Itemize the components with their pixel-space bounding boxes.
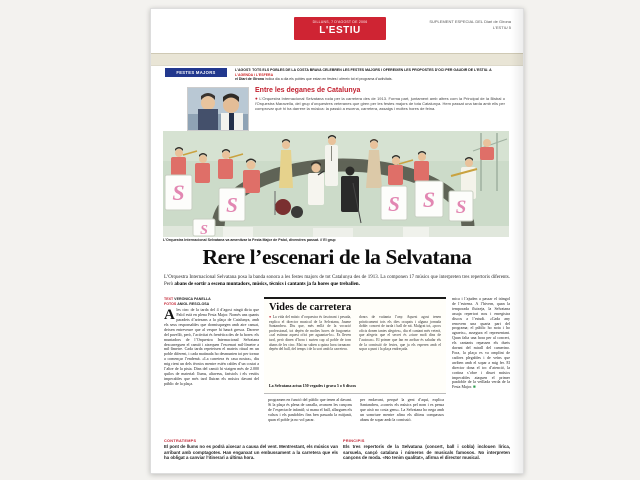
- byline-text-label: TEXT: [164, 297, 174, 301]
- strip-line1: L'AGOST: TOTS ELS POBLES DE LA COSTA BRAVA CELEBREN LES FESTES MAJORS I OFEREIXEN LES PROPOSTES D'OCI PER GAUDIR DE L'ESTIU. A: [235, 68, 492, 72]
- feature-box-title: Vides de carretera: [269, 302, 352, 313]
- section-label: FESTES MAJORS: [165, 68, 227, 77]
- orchestra-photo-image: [163, 131, 509, 237]
- strip-line1-highlight: L'AGENDA i L'ESFERA: [235, 72, 274, 77]
- feature-box-col2: doncs de vuitanta l’any. Aquest agost tenen pràcticament tots els dies ocupats i alguna jornada doble: concert de tarda i ball de nit. Malgrat tot, «pocs oficis donen tantes alegries», diu el cantant més veterà, que afegeix que el secret és «riure molt dins de l’autocar». El primer que fan en arribar és saludar els de la comissió de festes, que ja els esperen amb el sopar a punt i la plaça endreçada.: [359, 315, 441, 352]
- article-below-box-col2: per endavant, perquè la gent d’aquí, explica Santandreu, «coneix els músics pel nom i es pensa que això no costa gens». La Selvatana ho nega amb un somriure mentre afina els últims compassos abans de sopar amb la comissió.: [360, 398, 444, 422]
- monogram-s: S: [200, 223, 208, 237]
- summary-principis: [343, 439, 510, 461]
- photo-caption: L'Orquestra Internacional Selvatana va amenitzar la Festa Major de Palol, divendres passat. // El grup: [163, 238, 336, 242]
- supplement-line: SUPLEMENT ESPECIAL DEL Diari de Girona: [429, 19, 511, 24]
- article-body: [151, 297, 523, 433]
- byline-photos-label: FOTOS: [164, 301, 177, 306]
- monogram-s: S: [172, 180, 185, 205]
- headline: Rere l’escenari de la Selvatana: [202, 245, 472, 269]
- masthead-title: L'ESTIU: [319, 24, 361, 36]
- monogram-s: S: [226, 193, 238, 217]
- kicker-title: Entre les deganes de Catalunya: [255, 87, 361, 94]
- monogram-s: S: [422, 187, 436, 212]
- deck-bold: abans de sortir a escena muntadors, músics, tècnics i cantants ja fa hores que treballen.: [174, 281, 360, 287]
- kicker-photo: [187, 87, 249, 131]
- feature-box-col1-text: La vida del músic d’orquestra és fascinant i pesada, explica el director musical de la Selvatana, Jaume Santandreu. Diu que, més enllà de la vocació professional, tot depèn de moltes hores de furgoneta: «cal estimar aquest ofici per aguantar-lo». Es lleven tard, però dinen d’hora i surten cap al poble de torn abans de les cinc. Mai no saben a quina hora tornaran: depèn del ball, del temps i de la sort amb la carretera.: [269, 315, 351, 352]
- monogram-s: S: [388, 192, 400, 216]
- kicker-photo-image: [188, 88, 248, 130]
- deck: [164, 275, 510, 288]
- newspaper-page: [150, 8, 524, 474]
- summary-label: PRINCIPIS: [343, 439, 365, 443]
- strip-line2-rest: indica dia a dia els pobles que estan en festes i ofereix tot el programa d'activitats.: [263, 77, 393, 82]
- article-end-mark: ■: [473, 384, 476, 390]
- byline-author: VERÒNICA PANELLA: [173, 297, 211, 301]
- summary-text: El pont de llums no es podrà aixecar a causa del vent. Mentrestant, els músics van arribant amb comptagotes. Han enganxat un embussament a la carretera que els ha obligat a canviar l’itinerari a última hora.: [164, 444, 338, 461]
- byline: [164, 297, 259, 306]
- orchestra-photo: [163, 131, 509, 237]
- deck-normal: L’Orquestra Internacional Selvatana posa la banda sonora a les festes majors de tot Catalunya des de 1913. La componen 17 músics que interpreten tres repertoris diferents. Però: [164, 275, 510, 287]
- masthead-red-box: [294, 17, 386, 40]
- feature-box: [264, 297, 446, 394]
- article-column-4: [452, 297, 510, 433]
- red-bullet-icon: ●: [255, 96, 258, 101]
- drop-cap: A: [164, 307, 175, 324]
- red-bullet-icon: ●: [269, 315, 272, 319]
- summary-contratemps: [164, 439, 338, 461]
- kicker-body: [255, 96, 505, 112]
- article-col4-text: mica i l’ajuden a passar el tràngol de l’estrena. A l’hivern, quan la temporada fluixeja, la Selvatana assaja repertori nou i enregistra discos a l’estudi. «Cada any renovem una quarta part del programa; el públic ho nota i ho agraeix», assegura el representant. Quan falta una hora per al concert, els cantants repassen els duets davant del mirall del camerino. Fora, la plaça es va omplint de cadires plegables i de veïns que arriben amb el sopar a mig fer. El director dona el toc d’atenció, la cortina s’obre i disset músics impecables ataquen el primer pasdoble de la vetllada verda de la Festa Major.: [452, 297, 510, 390]
- kicker: [255, 87, 505, 112]
- feature-box-col1: [269, 315, 351, 381]
- byline-photographer: ANIOL RESCLOSA: [176, 301, 210, 306]
- feature-box-columns: [269, 315, 441, 381]
- summary-label: CONTRATEMPS: [164, 439, 197, 443]
- kicker-text: L'Orquestra Internacional Selvatana roda per la carretera des de 1913. Forma part, juntament amb altres com la Principal de la Bisbal o l'Orquestra Maravella, del grup d'orquestres veteranes que giren per les festes majors de tota Catalunya. Hem passat una tarda amb ells per comprovar què hi ha darrere la música: la passió a escena, carretera, assaigs i moltes hores de feina.: [255, 96, 505, 112]
- summary-text: Els tres repertoris de la Selvatana (concert, ball i cobla) inclouen lírica, sarsuela, cançó catalana i números de musicals famosos. No interpreten cançons de moda. «No tenim qualitat», afirma el director musical.: [343, 444, 510, 461]
- feature-box-footer: La Selvatana actua 150 vegades i grava 5 o 6 discos: [269, 383, 357, 388]
- supplement-info: [429, 19, 511, 30]
- section-strip-text: [235, 68, 507, 82]
- article-column-1: [164, 297, 259, 433]
- page-ref: L'ESTIU 5: [492, 24, 511, 30]
- decorative-band: [151, 53, 523, 66]
- masthead-date: DILLUNS, 7 D'AGOST DE 2006: [312, 19, 368, 24]
- strip-line2-brand: el Diari de Girona: [235, 77, 264, 82]
- monogram-s: S: [455, 197, 467, 218]
- article-col1-text: les cinc de la tarda del 4 d’agost ningú diria que Palol està en plena Festa Major. Només uns quants paradets d’artesans a la plaça de Catalunya, amb els seus responsables que dormisquegen amb aire cansat, deixen entreveure que al vespre hi haurà gresca. Darrere del pavelló, però, l’activitat és frenètica des de fa hores: els muntadors de l’Orquestra Internacional Selvatana descarreguen el camió i aixequen l’escenari mil·límetre a mil·límetre. Cada tarda repeteixen el mateix ritual en un poble diferent, i cada matinada ho desmunten tot per tornar a començar l’endemà. «La carretera és casa nostra», diu mig rient un dels tècnics mentre estén cables d’un costat a l’altre de la pista. Dins del camió hi viatgen més de 2.000 quilos de material: llums, altaveus, faristols i els vestits impecables que més tard lluiran els músics davant del públic de la plaça.: [164, 307, 259, 386]
- section-strip: [165, 68, 509, 80]
- article-below-box-col1: programen en funció del públic que tenen al davant. Si la plaça és plena de canalla, avancen les cançons de l’espectacle infantil; si mana el ball, allarguen els valsos i els pasdobles fins ben passada la mitjanit, quan el poble ja no vol parar.: [268, 398, 352, 422]
